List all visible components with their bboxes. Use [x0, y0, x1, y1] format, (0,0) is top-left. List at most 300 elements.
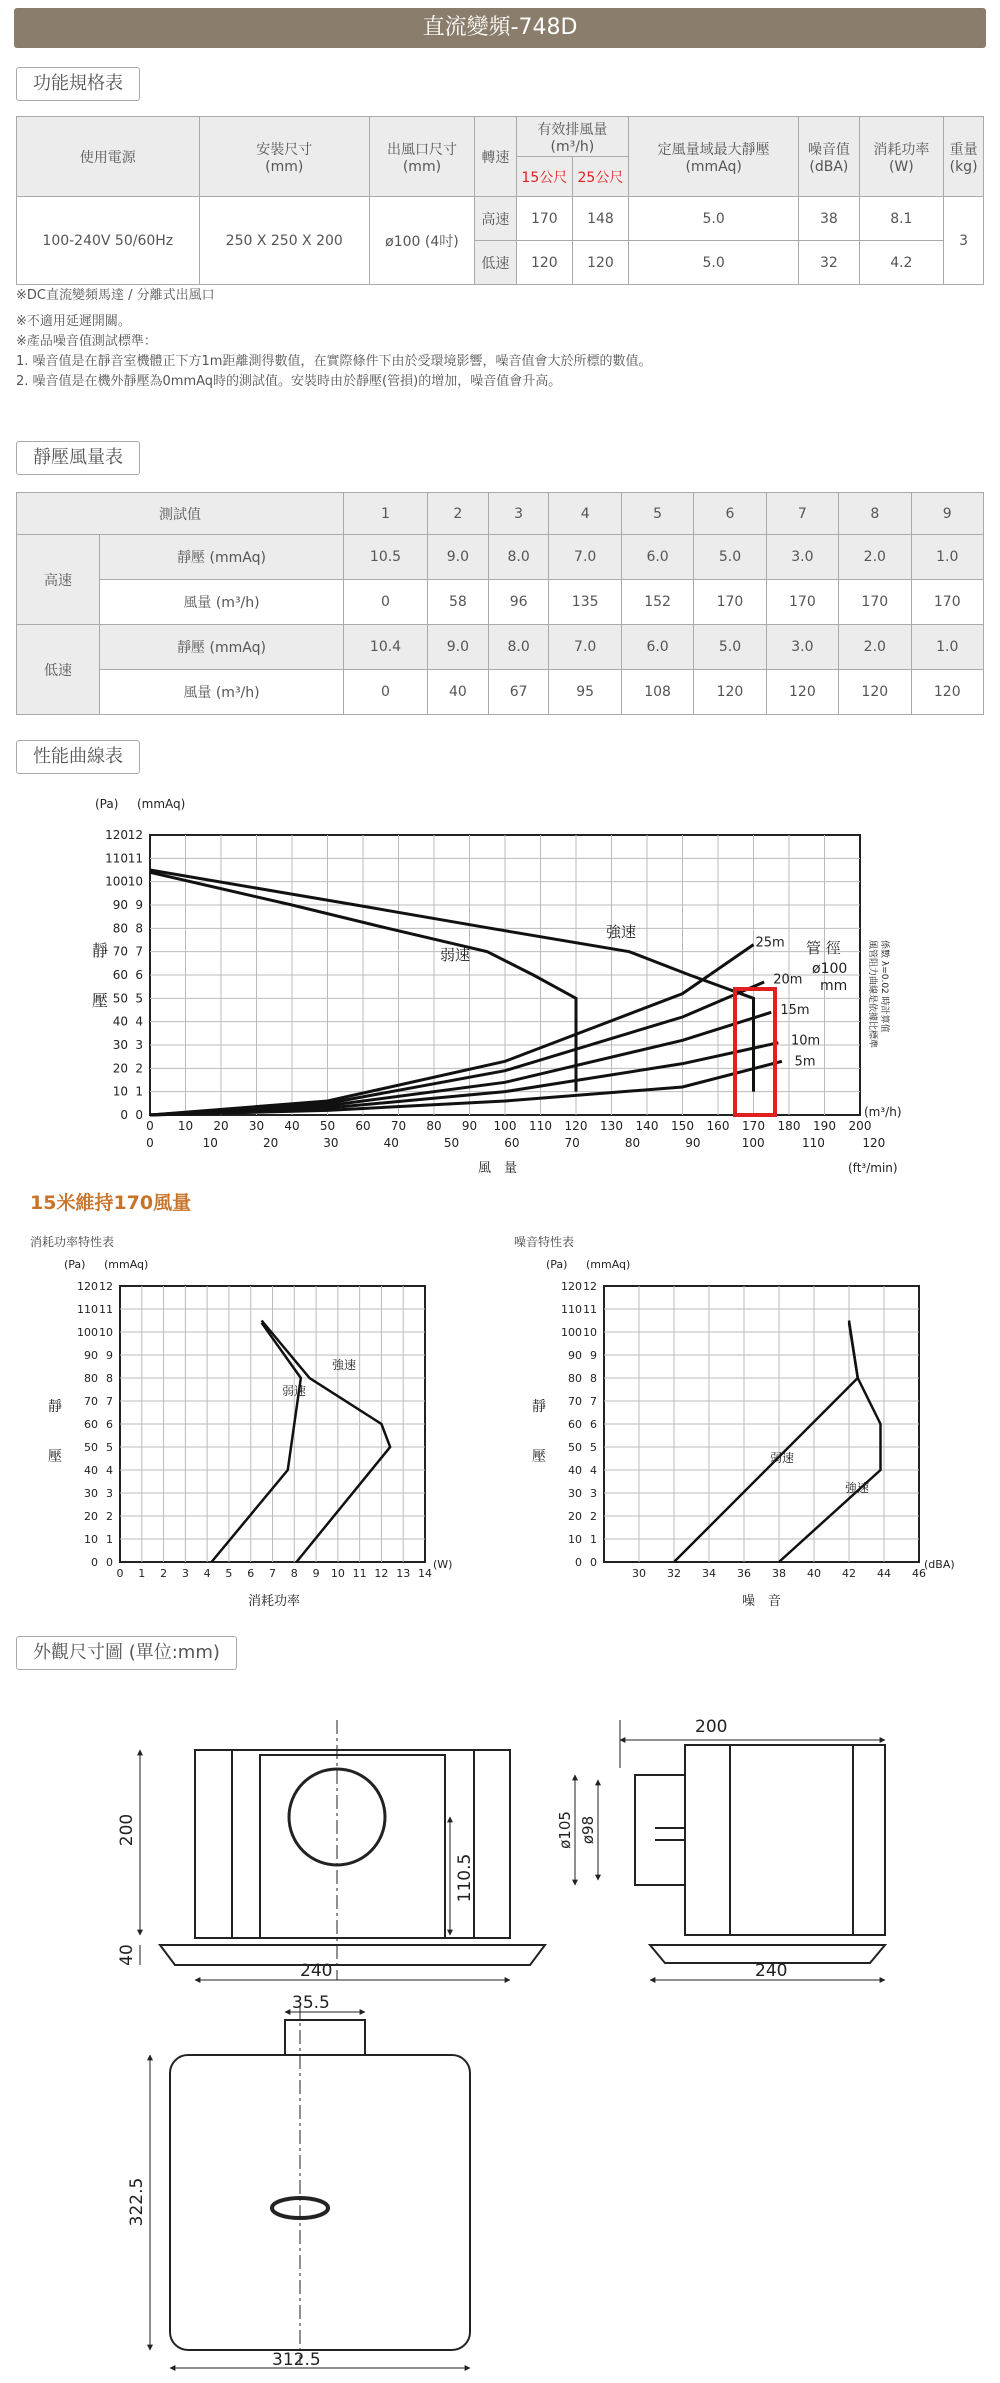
- note-line: 2. 噪音值是在機外靜壓為0mmAq時的測試值。安裝時由於靜壓(管損)的增加，噪音值會升高。: [16, 374, 562, 389]
- cell-low-pressure: 5.0: [628, 241, 798, 285]
- cell-value: 0: [344, 580, 428, 625]
- static-col: 6: [694, 493, 766, 535]
- cell-value: 9.0: [428, 625, 489, 670]
- side-view: [575, 1720, 885, 1980]
- cell-value: 3.0: [766, 535, 838, 580]
- header-pressure-label: 定風量域最大靜壓: [657, 141, 770, 158]
- perf-y-title-2: 壓: [92, 991, 109, 1010]
- duct-length-label: 25m: [755, 935, 785, 951]
- power-pa-tick: 0: [91, 1556, 98, 1569]
- cell-high-pressure: 5.0: [628, 197, 798, 241]
- header-outlet: [369, 117, 474, 197]
- page-title: 直流變頻-748D: [14, 8, 986, 48]
- perf-pa-tick: 20: [112, 1061, 128, 1076]
- duct-length-label: 20m: [773, 972, 803, 988]
- side-body: [685, 1745, 885, 1935]
- perf-x-tick: 20: [213, 1119, 229, 1133]
- perf-x-tick: 50: [319, 1119, 336, 1133]
- power-x-tick: 2: [160, 1567, 168, 1580]
- dim-front-outlet: 110.5: [455, 1853, 475, 1903]
- noise-strong: 強速: [845, 1481, 870, 1495]
- perf-cfm-tick: 60: [504, 1136, 520, 1150]
- power-pa-label: (Pa): [64, 1258, 86, 1271]
- row-low-label: 低速: [17, 625, 100, 715]
- perf-x-tick: 160: [706, 1119, 730, 1133]
- header-pressure-unit: (mmAq): [685, 158, 742, 175]
- label-strong: 強速: [606, 923, 637, 941]
- cell-value: 120: [694, 670, 766, 715]
- power-pa-tick: 60: [84, 1418, 98, 1431]
- cell-value: 0: [344, 670, 428, 715]
- note-line: 1. 噪音值是在靜音室機體正下方1m距離測得數值，在實際條件下由於受環境影響，噪音值會大於所標的數值。: [16, 354, 652, 369]
- header-len15: 15公尺: [516, 157, 572, 197]
- perf-x-tick: 170: [742, 1119, 765, 1133]
- section-tab-curve: 性能曲線表: [16, 740, 140, 774]
- perf-x-tick: 190: [813, 1119, 836, 1133]
- side-note-2: 係數 λ=0.02 時計算值: [879, 940, 889, 1033]
- perf-cfm-tick: 10: [202, 1136, 218, 1150]
- perf-pa-tick: 110: [105, 851, 128, 866]
- power-pa-tick: 20: [84, 1510, 98, 1523]
- header-watt: [859, 117, 944, 197]
- cell-outlet: ø100 (4吋): [369, 197, 474, 285]
- header-install-label: 安裝尺寸: [256, 141, 313, 158]
- perf-cfm-tick: 90: [685, 1136, 701, 1150]
- noise-mmaq-tick: 8: [590, 1372, 597, 1385]
- perf-x-tick: 100: [493, 1119, 517, 1133]
- noise-pa-tick: 80: [568, 1372, 582, 1385]
- spec-notes: [16, 286, 651, 392]
- noise-x-tick: 46: [912, 1567, 926, 1580]
- perf-y-title-1: 靜: [92, 941, 109, 960]
- cell-value: 6.0: [621, 535, 693, 580]
- static-table: [16, 492, 984, 715]
- perf-x-title: 風 量: [478, 1161, 518, 1176]
- power-mmaq-tick: 3: [106, 1487, 113, 1500]
- perf-pa-tick: 80: [112, 921, 128, 936]
- power-pa-tick: 30: [84, 1487, 98, 1500]
- perf-pa-tick: 10: [112, 1084, 128, 1099]
- noise-mmaq-tick: 2: [590, 1510, 597, 1523]
- dimension-drawings: [0, 1680, 1000, 2383]
- cell-power: 100-240V 50/60Hz: [17, 197, 200, 285]
- cell-low-a15: 120: [516, 241, 572, 285]
- header-weight: [944, 117, 984, 197]
- power-pa-tick: 110: [77, 1303, 98, 1316]
- noise-chart-title: 噪音特性表: [514, 1235, 575, 1249]
- power-x-title: 消耗功率: [248, 1594, 301, 1609]
- perf-pa-tick: 90: [112, 898, 128, 912]
- power-mmaq-tick: 11: [99, 1303, 113, 1316]
- power-strong: 強速: [332, 1358, 357, 1372]
- front-grille: [160, 1945, 545, 1965]
- header-power-label: 使用電源: [79, 149, 136, 166]
- noise-mmaq-tick: 6: [590, 1418, 597, 1431]
- perf-mmaq-tick: 0: [135, 1108, 143, 1122]
- noise-chart: [500, 1228, 1000, 1628]
- power-chart-title: 消耗功率特性表: [30, 1235, 115, 1249]
- cell-value: 40: [428, 670, 489, 715]
- perf-x-tick: 180: [777, 1119, 801, 1133]
- noise-pa-tick: 70: [568, 1395, 582, 1408]
- header-airflow-label: 有效排風量: [537, 121, 608, 138]
- cell-speed-low: 低速: [474, 241, 516, 285]
- row-label-af: 風量 (m³/h): [100, 580, 344, 625]
- power-mmaq-tick: 4: [106, 1464, 113, 1477]
- header-speed: 轉速: [474, 117, 516, 197]
- cell-value: 170: [911, 580, 984, 625]
- header-install: [199, 117, 369, 197]
- noise-x-unit: (dBA): [924, 1558, 955, 1571]
- header-noise-label: 噪音值: [807, 141, 850, 158]
- section-tab-dims: 外觀尺寸圖 (單位:mm): [16, 1636, 237, 1670]
- dim-side-d105: ø105: [556, 1811, 574, 1849]
- header-weight-unit: (kg): [949, 158, 978, 175]
- dim-front-height: 200: [117, 1813, 137, 1847]
- power-x-tick: 11: [352, 1567, 367, 1580]
- power-x-tick: 4: [203, 1567, 211, 1580]
- side-latch: [655, 1828, 685, 1840]
- cell-low-noise: 32: [799, 241, 859, 285]
- dim-side-width: 240: [755, 1961, 788, 1981]
- cell-value: 8.0: [488, 625, 549, 670]
- power-mmaq-tick: 5: [106, 1441, 113, 1454]
- header-watt-unit: (W): [888, 158, 914, 175]
- power-mmaq-tick: 7: [106, 1395, 113, 1408]
- perf-x-tick: 70: [390, 1119, 407, 1133]
- perf-pa-tick: 40: [112, 1014, 128, 1029]
- cell-high-a25: 148: [572, 197, 628, 241]
- perf-x-tick: 80: [426, 1119, 442, 1133]
- header-outlet-label: 出風口尺寸: [386, 141, 457, 158]
- cell-high-a15: 170: [516, 197, 572, 241]
- dim-front-grille: 40: [117, 1944, 137, 1966]
- cell-low-a25: 120: [572, 241, 628, 285]
- perf-pa-tick: 100: [105, 874, 128, 889]
- power-mmaq-tick: 10: [99, 1326, 113, 1339]
- perf-mmaq-tick: 5: [135, 991, 143, 1006]
- dim-top-height: 322.5: [127, 2177, 147, 2227]
- static-col: 4: [549, 493, 621, 535]
- top-view: [150, 2005, 470, 2368]
- power-y-title-1: 靜: [48, 1399, 62, 1415]
- header-pressure: [628, 117, 798, 197]
- cell-value: 2.0: [839, 535, 911, 580]
- label-duct-unit: mm: [820, 978, 848, 994]
- perf-cfm-tick: 30: [323, 1136, 339, 1150]
- cell-value: 108: [621, 670, 693, 715]
- row-label-sp: 靜壓 (mmAq): [100, 535, 344, 580]
- cell-value: 152: [621, 580, 693, 625]
- noise-x-tick: 30: [632, 1567, 646, 1580]
- static-col: 2: [428, 493, 489, 535]
- perf-mmaq-tick: 12: [127, 828, 143, 842]
- cell-value: 58: [428, 580, 489, 625]
- perf-x-unit-2: (ft³/min): [848, 1161, 898, 1175]
- dim-side-depth: 200: [695, 1717, 728, 1737]
- perf-x-tick: 30: [248, 1119, 265, 1133]
- noise-pa-tick: 10: [568, 1533, 582, 1546]
- cell-value: 170: [839, 580, 911, 625]
- power-x-tick: 3: [181, 1567, 189, 1580]
- duct-length-label: 10m: [791, 1033, 821, 1049]
- perf-mmaq-label: (mmAq): [137, 797, 186, 811]
- noise-x-tick: 38: [772, 1567, 786, 1580]
- duct-length-label: 15m: [780, 1003, 810, 1018]
- noise-mmaq-tick: 3: [590, 1487, 597, 1500]
- header-airflow: [516, 117, 628, 157]
- dim-top-outlet: 35.5: [292, 1993, 330, 2013]
- power-pa-tick: 120: [77, 1280, 98, 1293]
- perf-pa-tick: 50: [112, 991, 128, 1006]
- perf-pa-label: (Pa): [95, 797, 119, 811]
- noise-x-tick: 42: [842, 1567, 856, 1580]
- perf-mmaq-tick: 9: [135, 898, 143, 912]
- perf-mmaq-tick: 6: [135, 968, 143, 982]
- noise-mmaq-tick: 5: [590, 1441, 597, 1454]
- power-x-tick: 6: [247, 1567, 255, 1580]
- perf-x-unit-1: (m³/h): [864, 1105, 902, 1119]
- cell-value: 5.0: [694, 625, 766, 670]
- static-col: 5: [621, 493, 693, 535]
- row-label-sp: 靜壓 (mmAq): [100, 625, 344, 670]
- perf-pa-tick: 0: [120, 1108, 128, 1122]
- perf-x-tick: 10: [177, 1119, 194, 1133]
- top-outlet: [285, 2020, 365, 2055]
- note-line: ※不適用延遲開關。: [16, 314, 131, 329]
- header-len25: 25公尺: [572, 157, 628, 197]
- perf-mmaq-tick: 8: [135, 921, 143, 936]
- noise-mmaq-tick: 11: [583, 1303, 597, 1316]
- power-pa-tick: 100: [77, 1326, 98, 1339]
- label-duct: 管 徑: [806, 939, 841, 957]
- side-note-1: 風管阻力曲線是依據比標準: [867, 940, 877, 1049]
- section-tab-static: 靜壓風量表: [16, 441, 140, 475]
- cell-value: 8.0: [488, 535, 549, 580]
- cell-value: 10.5: [344, 535, 428, 580]
- perf-mmaq-tick: 1: [135, 1084, 143, 1099]
- noise-mmaq-tick: 0: [590, 1556, 597, 1569]
- cell-value: 2.0: [839, 625, 911, 670]
- power-x-tick: 8: [290, 1567, 298, 1580]
- perf-pa-tick: 30: [112, 1038, 128, 1052]
- power-x-unit: (W): [433, 1558, 453, 1571]
- cell-value: 170: [766, 580, 838, 625]
- power-pa-tick: 50: [84, 1441, 98, 1454]
- static-col: 7: [766, 493, 838, 535]
- cell-value: 96: [488, 580, 549, 625]
- cell-value: 6.0: [621, 625, 693, 670]
- perf-x-tick: 90: [461, 1119, 478, 1133]
- noise-pa-tick: 30: [568, 1487, 582, 1500]
- cell-high-watt: 8.1: [859, 197, 944, 241]
- perf-cfm-tick: 20: [262, 1136, 279, 1150]
- noise-mmaq-tick: 10: [583, 1326, 597, 1339]
- power-pa-tick: 80: [84, 1372, 98, 1385]
- spec-table: [16, 116, 984, 285]
- power-mmaq-tick: 9: [106, 1349, 113, 1362]
- power-mmaq-tick: 12: [99, 1280, 113, 1293]
- cell-value: 120: [766, 670, 838, 715]
- header-watt-label: 消耗功率: [873, 141, 930, 158]
- noise-x-tick: 32: [667, 1567, 681, 1580]
- row-label-af: 風量 (m³/h): [100, 670, 344, 715]
- power-mmaq-tick: 1: [106, 1533, 113, 1546]
- cell-speed-high: 高速: [474, 197, 516, 241]
- noise-pa-tick: 0: [575, 1556, 582, 1569]
- perf-x-tick: 150: [671, 1119, 694, 1133]
- perf-pa-tick: 70: [112, 944, 128, 959]
- noise-x-tick: 44: [877, 1567, 891, 1580]
- perf-cfm-tick: 120: [862, 1136, 886, 1150]
- perf-x-tick: 40: [284, 1119, 300, 1133]
- front-outlet-frame: [260, 1755, 445, 1938]
- power-pa-tick: 40: [84, 1464, 98, 1477]
- label-weak: 弱速: [440, 946, 471, 964]
- noise-pa-tick: 90: [568, 1349, 582, 1362]
- perf-mmaq-tick: 2: [135, 1061, 143, 1076]
- header-weight-label: 重量: [949, 141, 978, 158]
- cell-value: 67: [488, 670, 549, 715]
- duct-length-label: 5m: [794, 1054, 816, 1070]
- perf-pa-tick: 60: [112, 968, 128, 982]
- noise-pa-tick: 20: [568, 1510, 582, 1523]
- power-x-tick: 12: [374, 1567, 389, 1580]
- cell-value: 1.0: [911, 625, 984, 670]
- perf-cfm-tick: 40: [383, 1136, 399, 1150]
- power-chart: [0, 1228, 500, 1628]
- dim-front-width: 240: [300, 1961, 333, 1981]
- noise-y-title-1: 靜: [532, 1399, 546, 1415]
- cell-value: 5.0: [694, 535, 766, 580]
- noise-x-title: 噪 音: [742, 1594, 782, 1609]
- cell-value: 170: [694, 580, 766, 625]
- noise-pa-tick: 120: [561, 1280, 582, 1293]
- label-duct-size: ø100: [812, 961, 848, 977]
- section-tab-spec: 功能規格表: [16, 67, 140, 101]
- noise-pa-tick: 40: [568, 1464, 582, 1477]
- header-noise-unit: (dBA): [809, 158, 849, 175]
- power-x-tick: 1: [138, 1567, 146, 1580]
- noise-x-tick: 34: [702, 1567, 716, 1580]
- perf-x-tick: 60: [355, 1119, 371, 1133]
- power-x-tick: 7: [269, 1567, 276, 1580]
- perf-x-tick: 0: [146, 1119, 154, 1133]
- perf-cfm-tick: 110: [802, 1136, 825, 1150]
- header-power: [17, 117, 200, 197]
- noise-mmaq-label: (mmAq): [586, 1258, 631, 1271]
- power-pa-tick: 90: [84, 1349, 98, 1362]
- noise-pa-tick: 50: [568, 1441, 582, 1454]
- cell-value: 3.0: [766, 625, 838, 670]
- cell-value: 1.0: [911, 535, 984, 580]
- note-line: ※產品噪音值測試標準：: [16, 334, 157, 349]
- perf-cfm-tick: 70: [564, 1136, 580, 1150]
- noise-x-tick: 36: [737, 1567, 751, 1580]
- noise-pa-label: (Pa): [546, 1258, 568, 1271]
- power-mmaq-label: (mmAq): [104, 1258, 149, 1271]
- power-mmaq-tick: 6: [106, 1418, 113, 1431]
- perf-mmaq-tick: 4: [135, 1014, 143, 1029]
- perf-x-tick: 120: [564, 1119, 588, 1133]
- power-x-tick: 9: [312, 1567, 320, 1580]
- perf-x-tick: 130: [600, 1119, 623, 1133]
- perf-cfm-tick: 100: [741, 1136, 765, 1150]
- power-x-tick: 5: [225, 1567, 233, 1580]
- dim-side-d98: ø98: [579, 1815, 597, 1845]
- noise-x-tick: 40: [807, 1567, 821, 1580]
- cell-install: 250 X 250 X 200: [199, 197, 369, 285]
- cell-value: 95: [549, 670, 621, 715]
- perf-cfm-tick: 80: [624, 1136, 641, 1150]
- cell-high-noise: 38: [799, 197, 859, 241]
- cell-weight: 3: [944, 197, 984, 285]
- cell-value: 10.4: [344, 625, 428, 670]
- header-airflow-unit: (m³/h): [550, 138, 595, 155]
- power-pa-tick: 70: [84, 1395, 98, 1408]
- header-outlet-unit: (mm): [402, 158, 442, 175]
- perf-mmaq-tick: 11: [127, 851, 143, 866]
- front-view: [140, 1720, 545, 1980]
- noise-weak: 弱速: [770, 1451, 795, 1465]
- side-outlet: [635, 1775, 685, 1885]
- noise-pa-tick: 60: [568, 1418, 582, 1431]
- cell-value: 120: [839, 670, 911, 715]
- performance-chart: [0, 790, 1000, 1180]
- front-body: [195, 1750, 510, 1938]
- static-col: 3: [488, 493, 549, 535]
- note-line: ※DC直流變頻馬達 / 分離式出風口: [16, 288, 215, 303]
- cell-value: 9.0: [428, 535, 489, 580]
- noise-pa-tick: 100: [561, 1326, 582, 1339]
- perf-mmaq-tick: 7: [135, 944, 143, 959]
- cell-value: 7.0: [549, 535, 621, 580]
- perf-x-tick: 110: [529, 1119, 552, 1133]
- power-mmaq-tick: 0: [106, 1556, 113, 1569]
- static-header: 測試值: [17, 493, 344, 535]
- perf-x-tick: 140: [635, 1119, 659, 1133]
- power-mmaq-tick: 8: [106, 1372, 113, 1385]
- power-x-tick: 0: [116, 1567, 124, 1580]
- noise-mmaq-tick: 1: [590, 1533, 597, 1546]
- header-install-unit: (mm): [265, 158, 304, 175]
- cell-low-watt: 4.2: [859, 241, 944, 285]
- static-col: 9: [911, 493, 984, 535]
- noise-mmaq-tick: 12: [583, 1280, 597, 1293]
- perf-cfm-tick: 50: [443, 1136, 460, 1150]
- power-pa-tick: 10: [84, 1533, 98, 1546]
- row-high-label: 高速: [17, 535, 100, 625]
- perf-mmaq-tick: 10: [127, 874, 143, 889]
- static-col: 8: [839, 493, 911, 535]
- power-x-tick: 13: [396, 1567, 411, 1580]
- cell-value: 135: [549, 580, 621, 625]
- dim-top-width: 312.5: [272, 2350, 321, 2370]
- static-col: 1: [344, 493, 428, 535]
- power-mmaq-tick: 2: [106, 1510, 113, 1523]
- noise-pa-tick: 110: [561, 1303, 582, 1316]
- noise-mmaq-tick: 4: [590, 1464, 597, 1477]
- perf-cfm-tick: 0: [146, 1136, 154, 1150]
- power-x-tick: 10: [330, 1567, 345, 1580]
- perf-pa-tick: 120: [105, 828, 128, 842]
- perf-x-tick: 200: [848, 1119, 872, 1133]
- noise-mmaq-tick: 9: [590, 1349, 597, 1362]
- power-x-tick: 14: [418, 1567, 432, 1580]
- noise-y-title-2: 壓: [532, 1449, 546, 1465]
- perf-mmaq-tick: 3: [135, 1038, 143, 1052]
- maintain-note: 15米維持170風量: [30, 1192, 192, 1214]
